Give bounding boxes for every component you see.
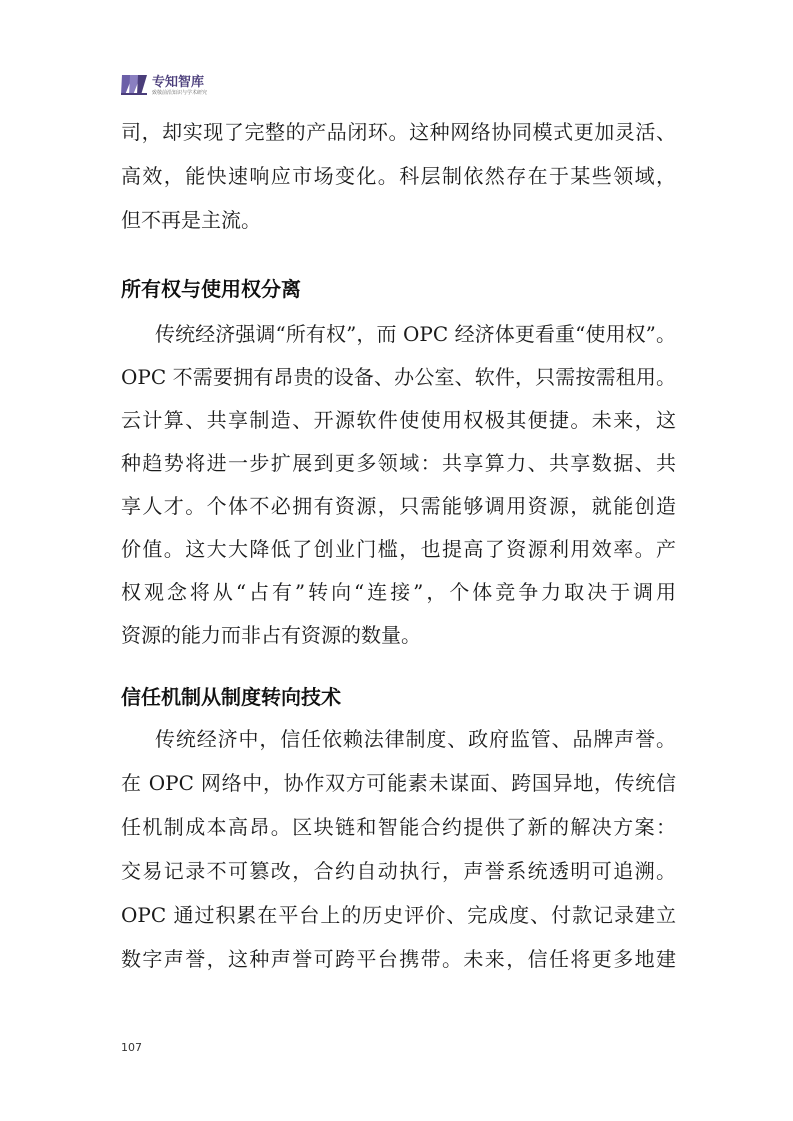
paragraph-line: OPC 通过积累在平台上的历史评价、完成度、付款记录建立 bbox=[121, 903, 676, 927]
brand-name: 专知智库 bbox=[152, 75, 205, 90]
paragraph-line: 司，却实现了完整的产品闭环。这种网络协同模式更加灵活、 bbox=[121, 120, 676, 144]
paragraph-line: 价值。这大大降低了创业门槛，也提高了资源利用效率。产 bbox=[121, 537, 676, 561]
paragraph-line: 权观念将从“占有”转向“连接”，个体竞争力取决于调用 bbox=[121, 580, 676, 604]
paragraph-line: 云计算、共享制造、开源软件使使用权极其便捷。未来，这 bbox=[121, 408, 676, 432]
page-number: 107 bbox=[121, 1041, 142, 1054]
paragraph-line: OPC 不需要拥有昂贵的设备、办公室、软件，只需按需租用。 bbox=[121, 365, 676, 389]
paragraph-line: 高效，能快速响应市场变化。科层制依然存在于某些领域， bbox=[121, 164, 676, 188]
paragraph-line: 在 OPC 网络中，协作双方可能素未谋面、跨国异地，传统信 bbox=[121, 771, 676, 795]
paragraph-line: 数字声誉，这种声誉可跨平台携带。未来，信任将更多地建 bbox=[121, 947, 676, 971]
paragraph-line: 任机制成本高昂。区块链和智能合约提供了新的解决方案： bbox=[121, 815, 676, 839]
paragraph-line: 传统经济强调“所有权”，而 OPC 经济体更看重“使用权”。 bbox=[155, 322, 676, 346]
paragraph-line: 交易记录不可篡改，合约自动执行，声誉系统透明可追溯。 bbox=[121, 859, 676, 883]
paragraph-line: 享人才。个体不必拥有资源，只需能够调用资源，就能创造 bbox=[121, 494, 676, 518]
section-heading: 所有权与使用权分离 bbox=[121, 277, 301, 301]
brand-tagline: 致敬前沿知识与学术研究 bbox=[152, 90, 208, 96]
brand-logo-icon bbox=[121, 73, 147, 97]
paragraph-line: 种趋势将进一步扩展到更多领域：共享算力、共享数据、共 bbox=[121, 451, 676, 475]
paragraph-line: 但不再是主流。 bbox=[121, 208, 261, 232]
section-heading: 信任机制从制度转向技术 bbox=[121, 685, 341, 709]
paragraph-line: 资源的能力而非占有资源的数量。 bbox=[121, 623, 421, 647]
page-header bbox=[121, 70, 321, 104]
paragraph-line: 传统经济中，信任依赖法律制度、政府监管、品牌声誉。 bbox=[155, 727, 676, 751]
